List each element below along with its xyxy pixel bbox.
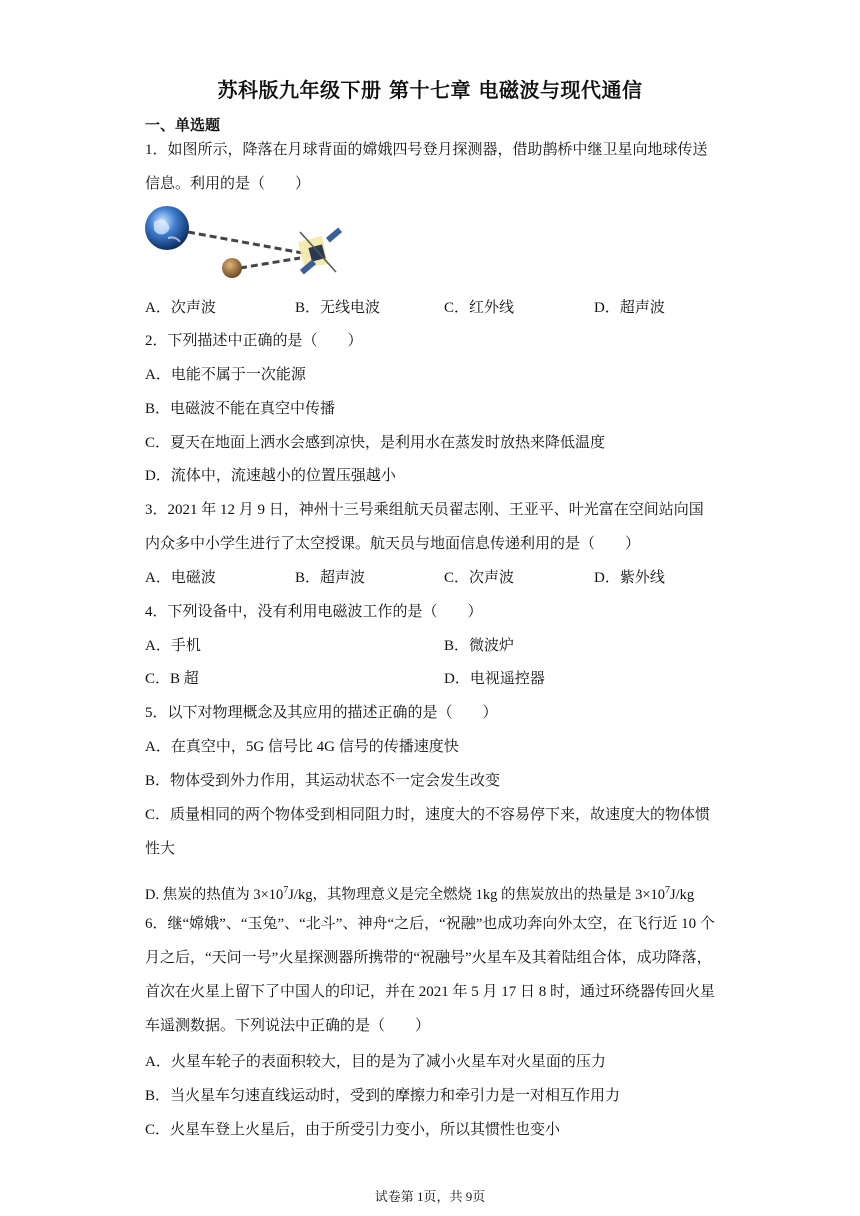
q4-option-d: D．电视遥控器	[444, 671, 545, 687]
q3-stem-line2: 内众多中小学生进行了太空授课。航天员与地面信息传递利用的是（ ）	[145, 536, 641, 552]
q1-option-b: B．无线电波	[295, 300, 381, 316]
q6-option-c: C．火星车登上火星后，由于所受引力变小，所以其惯性也变小	[145, 1122, 561, 1138]
q2-option-d: D．流体中，流速越小的位置压强越小	[145, 468, 396, 484]
q6-stem-line3: 首次在火星上留下了中国人的印记，并在 2021 年 5 月 17 日 8 时，通过环绕器传回火星	[145, 984, 716, 1000]
page-title: 苏科版九年级下册 第十七章 电磁波与现代通信	[217, 78, 643, 102]
q1-stem-line1: 1．如图所示，降落在月球背面的嫦娥四号登月探测器，借助鹊桥中继卫星向地球传送	[145, 142, 708, 158]
q4-option-b: B．微波炉	[444, 638, 515, 654]
q5-option-d: D. 焦炭的热值为 $3\times 10^7J/kg$，其物理意义是完全燃烧 1kg 的焦炭放出的热量是 $3\times 10^7J/kg$	[145, 885, 695, 903]
q3-option-d: D．紫外线	[594, 570, 665, 586]
q6-stem-line1: 6．继“嫦娥”、“玉兔”、“北斗”、神舟“之后，“祝融”也成功奔向外太空，在飞行近 10 个	[145, 916, 715, 932]
q3-option-a: A．电磁波	[145, 570, 216, 586]
q3-stem-line1: 3．2021 年 12 月 9 日，神州十三号乘组航天员翟志刚、王亚平、叶光富在空间站向国	[145, 502, 704, 518]
earth-icon	[145, 206, 189, 250]
q2-option-b: B．电磁波不能在真空中传播	[145, 401, 336, 417]
q3-option-b: B．超声波	[295, 570, 366, 586]
section-heading: 一、单选题	[145, 116, 221, 134]
q1-stem-line2: 信息。利用的是（ ）	[145, 176, 311, 192]
q4-stem: 4．下列设备中，没有利用电磁波工作的是（ ）	[145, 604, 483, 620]
q3-option-c: C．次声波	[444, 570, 515, 586]
q1-option-a: A．次声波	[145, 300, 216, 316]
q2-stem: 2．下列描述中正确的是（ ）	[145, 333, 363, 349]
q5-option-c-line2: 性大	[145, 841, 176, 857]
q2-option-a: A．电能不属于一次能源	[145, 367, 306, 383]
relay-satellite-icon	[298, 228, 342, 275]
q5-option-c-line1: C．质量相同的两个物体受到相同阻力时，速度大的不容易停下来，故速度大的物体惯	[145, 807, 711, 823]
q2-option-c: C．夏天在地面上洒水会感到凉快，是利用水在蒸发时放热来降低温度	[145, 435, 606, 451]
q5-option-a: A．在真空中，5G 信号比 4G 信号的传播速度快	[145, 739, 459, 755]
q5-option-b: B．物体受到外力作用，其运动状态不一定会发生改变	[145, 773, 501, 789]
q6-option-a: A．火星车轮子的表面积较大，目的是为了减小火星车对火星面的压力	[145, 1054, 606, 1070]
earth-moon-satellite-figure	[140, 202, 350, 282]
q4-option-a: A．手机	[145, 638, 201, 654]
q6-option-b: B．当火星车匀速直线运动时，受到的摩擦力和牵引力是一对相互作用力	[145, 1088, 621, 1104]
q5-stem: 5．以下对物理概念及其应用的描述正确的是（ ）	[145, 705, 498, 721]
q1-option-c: C．红外线	[444, 300, 515, 316]
moon-icon	[222, 258, 242, 278]
q4-option-c: C．B 超	[145, 671, 199, 687]
q1-option-d: D．超声波	[594, 300, 665, 316]
q6-stem-line2: 月之后，“天问一号”火星探测器所携带的“祝融号”火星车及其着陆组合体，成功降落，	[145, 950, 712, 966]
q6-stem-line4: 车遥测数据。下列说法中正确的是（ ）	[145, 1018, 431, 1034]
page-footer: 试卷第 1页，共 9页	[374, 1189, 486, 1204]
